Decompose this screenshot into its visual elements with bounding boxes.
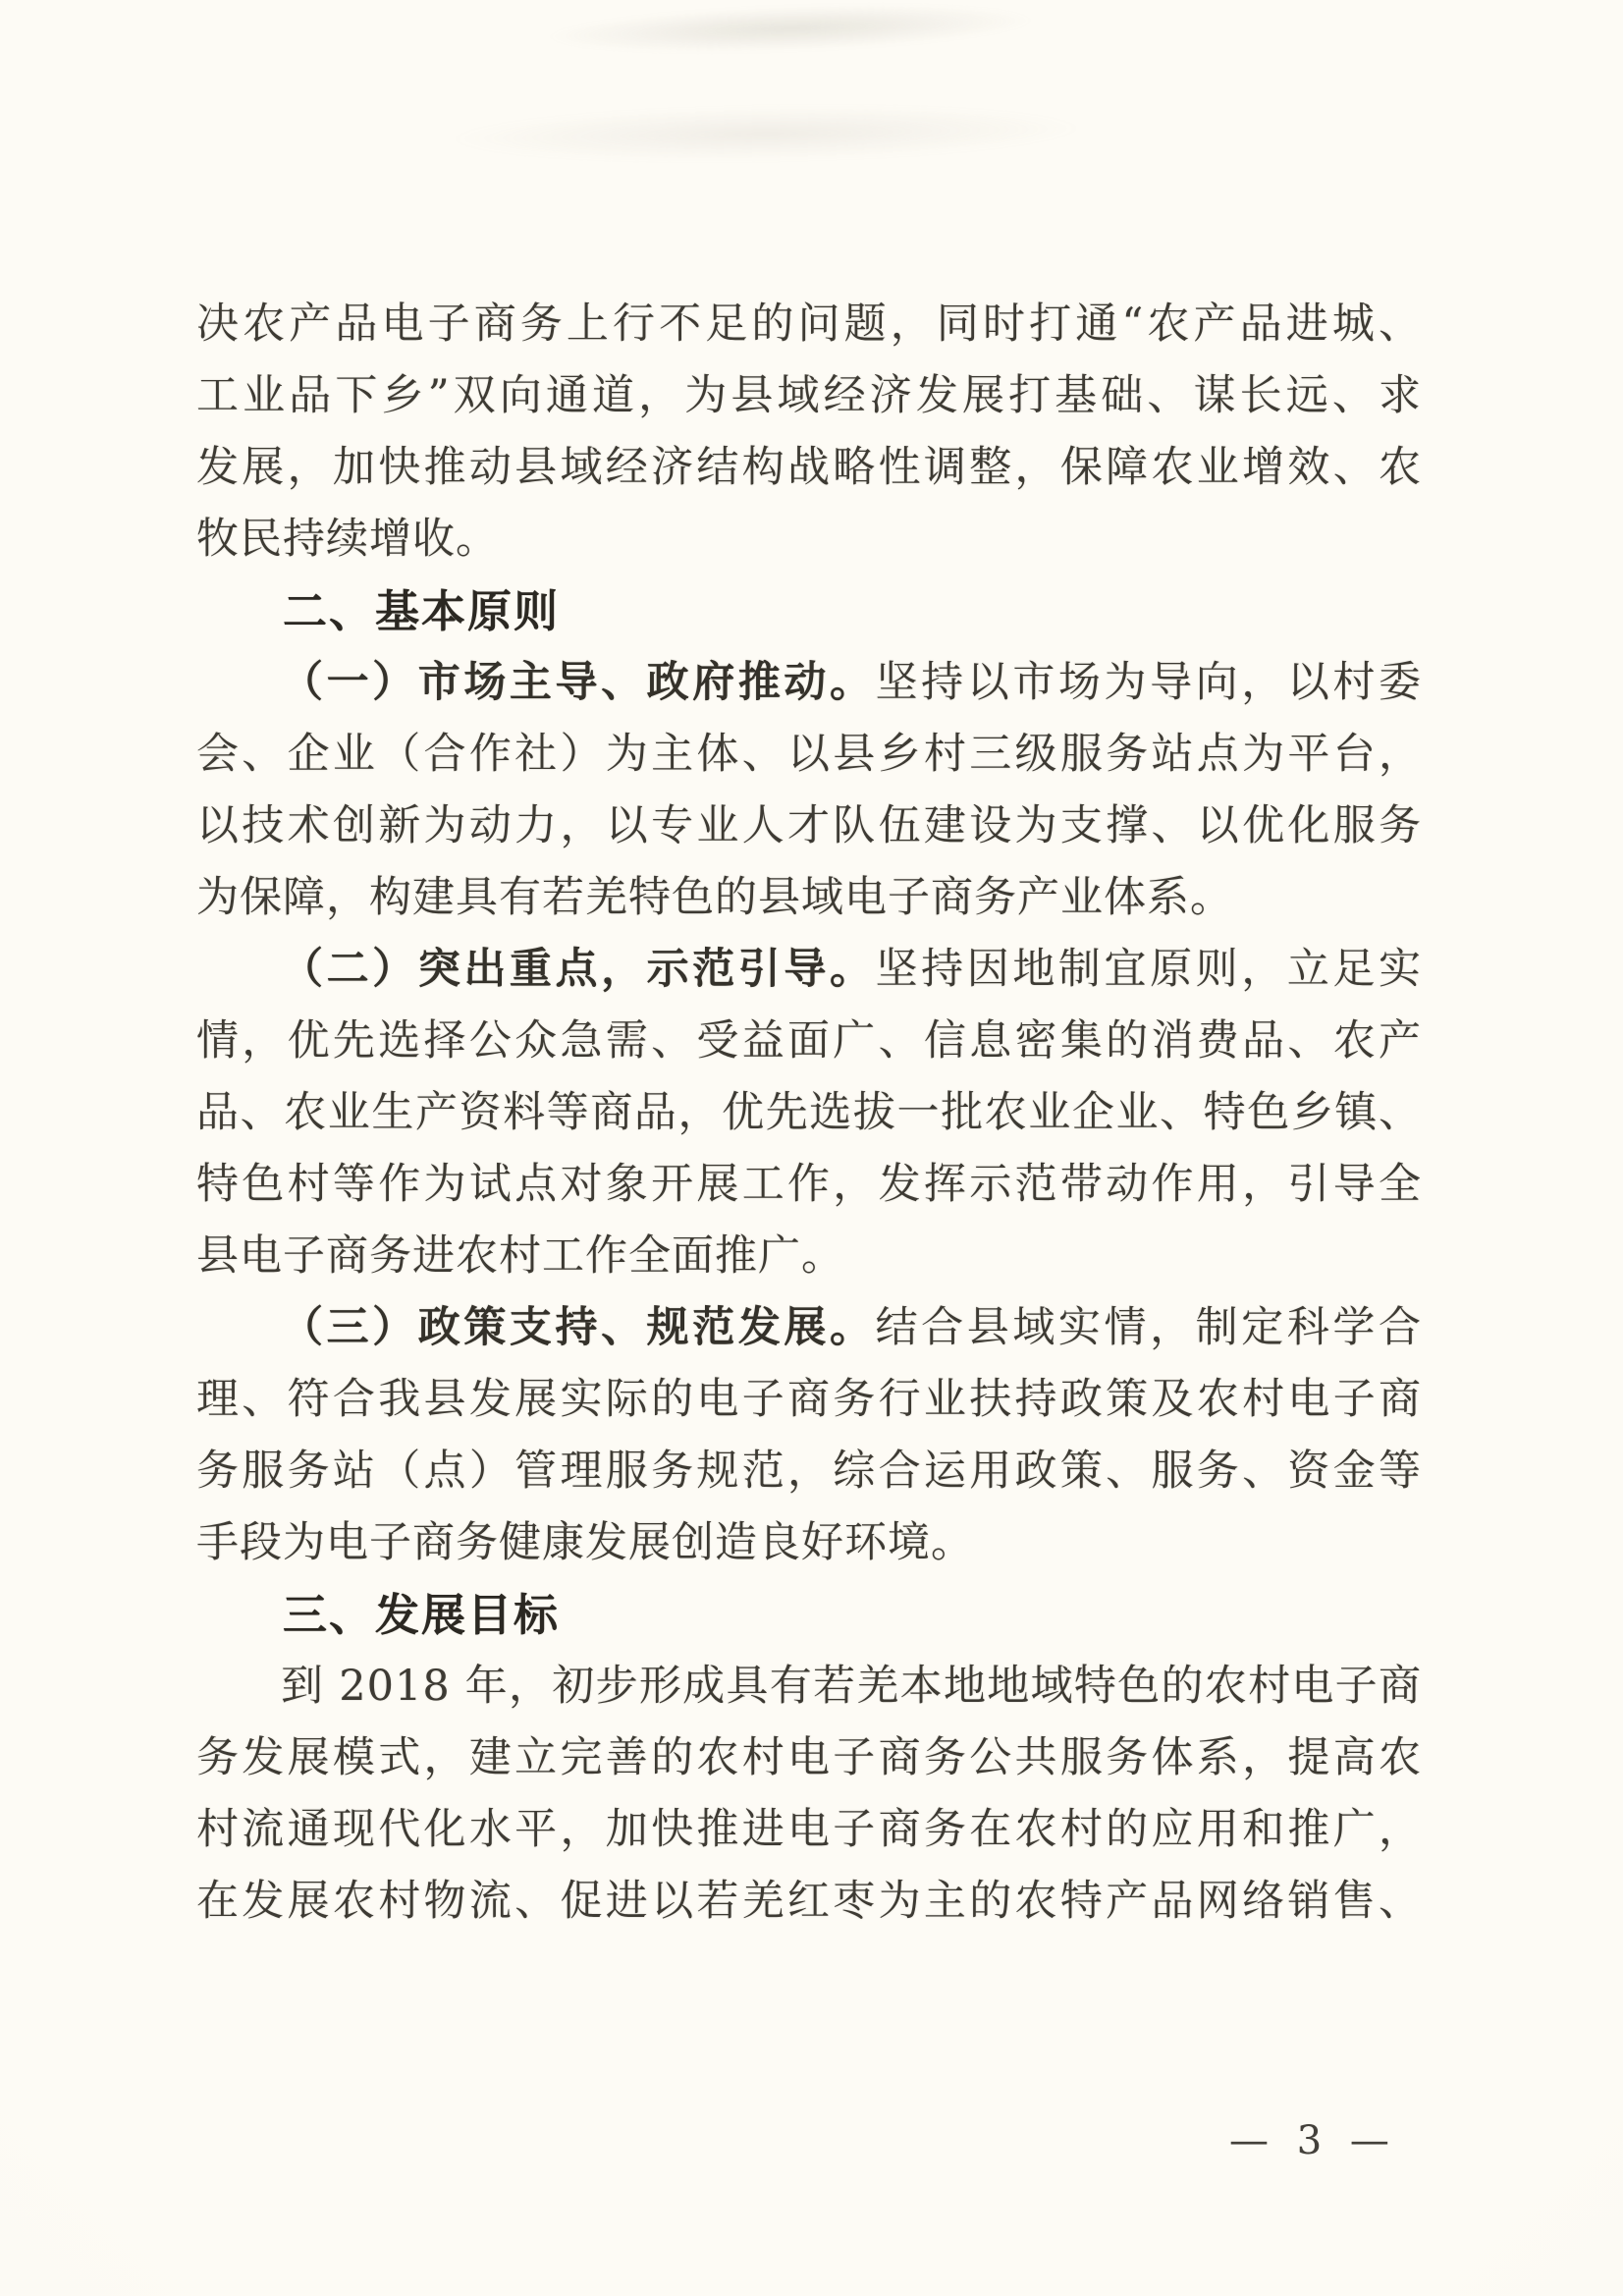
document-line: （三）政策支持、规范发展。结合县域实情，制定科学合 [281, 1303, 1422, 1352]
document-line: 村流通现代化水平，加快推进电子商务在农村的应用和推广， [196, 1805, 1422, 1854]
paragraph [196, 647, 1422, 934]
document-line: 理、符合我县发展实际的电子商务行业扶持政策及农村电子商 [196, 1375, 1422, 1424]
paragraph [196, 289, 1422, 575]
document-line: 到 2018 年，初步形成具有若羌本地地域特色的农村电子商 [281, 1662, 1422, 1711]
document-line: 情，优先选择公众急需、受益面广、信息密集的消费品、农产 [196, 1016, 1422, 1066]
lead-in-bold: （三）政策支持、规范发展。 [281, 1303, 876, 1352]
paragraph [196, 1292, 1422, 1579]
document-line: 手段为电子商务健康发展创造良好环境。 [196, 1518, 974, 1567]
document-line: 以技术创新为动力，以专业人才队伍建设为支撑、以优化服务 [196, 801, 1422, 850]
document-line: 为保障，构建具有若羌特色的县域电子商务产业体系。 [196, 873, 1233, 922]
document-line: 会、企业（合作社）为主体、以县乡村三级服务站点为平台， [196, 730, 1422, 779]
document-line: （二）突出重点，示范引导。坚持因地制宜原则，立足实 [281, 945, 1422, 994]
section-heading: 二、基本原则 [283, 585, 561, 637]
document-line: 务发展模式，建立完善的农村电子商务公共服务体系，提高农 [196, 1733, 1422, 1782]
lead-in-bold: （二）突出重点，示范引导。 [281, 945, 876, 994]
section-heading: 三、发展目标 [283, 1589, 561, 1641]
page-number [1229, 2105, 1397, 2177]
paragraph [196, 934, 1422, 1292]
document-line: 特色村等作为试点对象开展工作，发挥示范带动作用，引导全 [196, 1160, 1422, 1209]
paragraph [196, 1651, 1422, 1938]
scan-artifact [447, 100, 1086, 166]
page-number-label: — 3 — [1229, 2118, 1397, 2163]
lead-in-bold: （一）市场主导、政府推动。 [281, 658, 876, 707]
document-line: 发展，加快推动县域经济结构战略性调整，保障农业增效、农 [196, 443, 1422, 492]
document-line: 工业品下乡”双向通道，为县域经济发展打基础、谋长远、求 [196, 371, 1422, 420]
document-line: 品、农业生产资料等商品，优先选拔一批农业企业、特色乡镇、 [196, 1088, 1422, 1137]
document-line: 在发展农村物流、促进以若羌红枣为主的农特产品网络销售、 [196, 1877, 1422, 1926]
document-line: 务服务站（点）管理服务规范，综合运用政策、服务、资金等 [196, 1447, 1422, 1496]
document-line: 决农产品电子商务上行不足的问题，同时打通“农产品进城、 [196, 300, 1422, 349]
document-line: 牧民持续增收。 [196, 515, 499, 564]
document-line: 县电子商务进农村工作全面推广。 [196, 1231, 844, 1281]
document-line: （一）市场主导、政府推动。坚持以市场为导向，以村委 [281, 658, 1422, 707]
scan-artifact [544, 0, 1036, 60]
document-body [196, 289, 1422, 1938]
